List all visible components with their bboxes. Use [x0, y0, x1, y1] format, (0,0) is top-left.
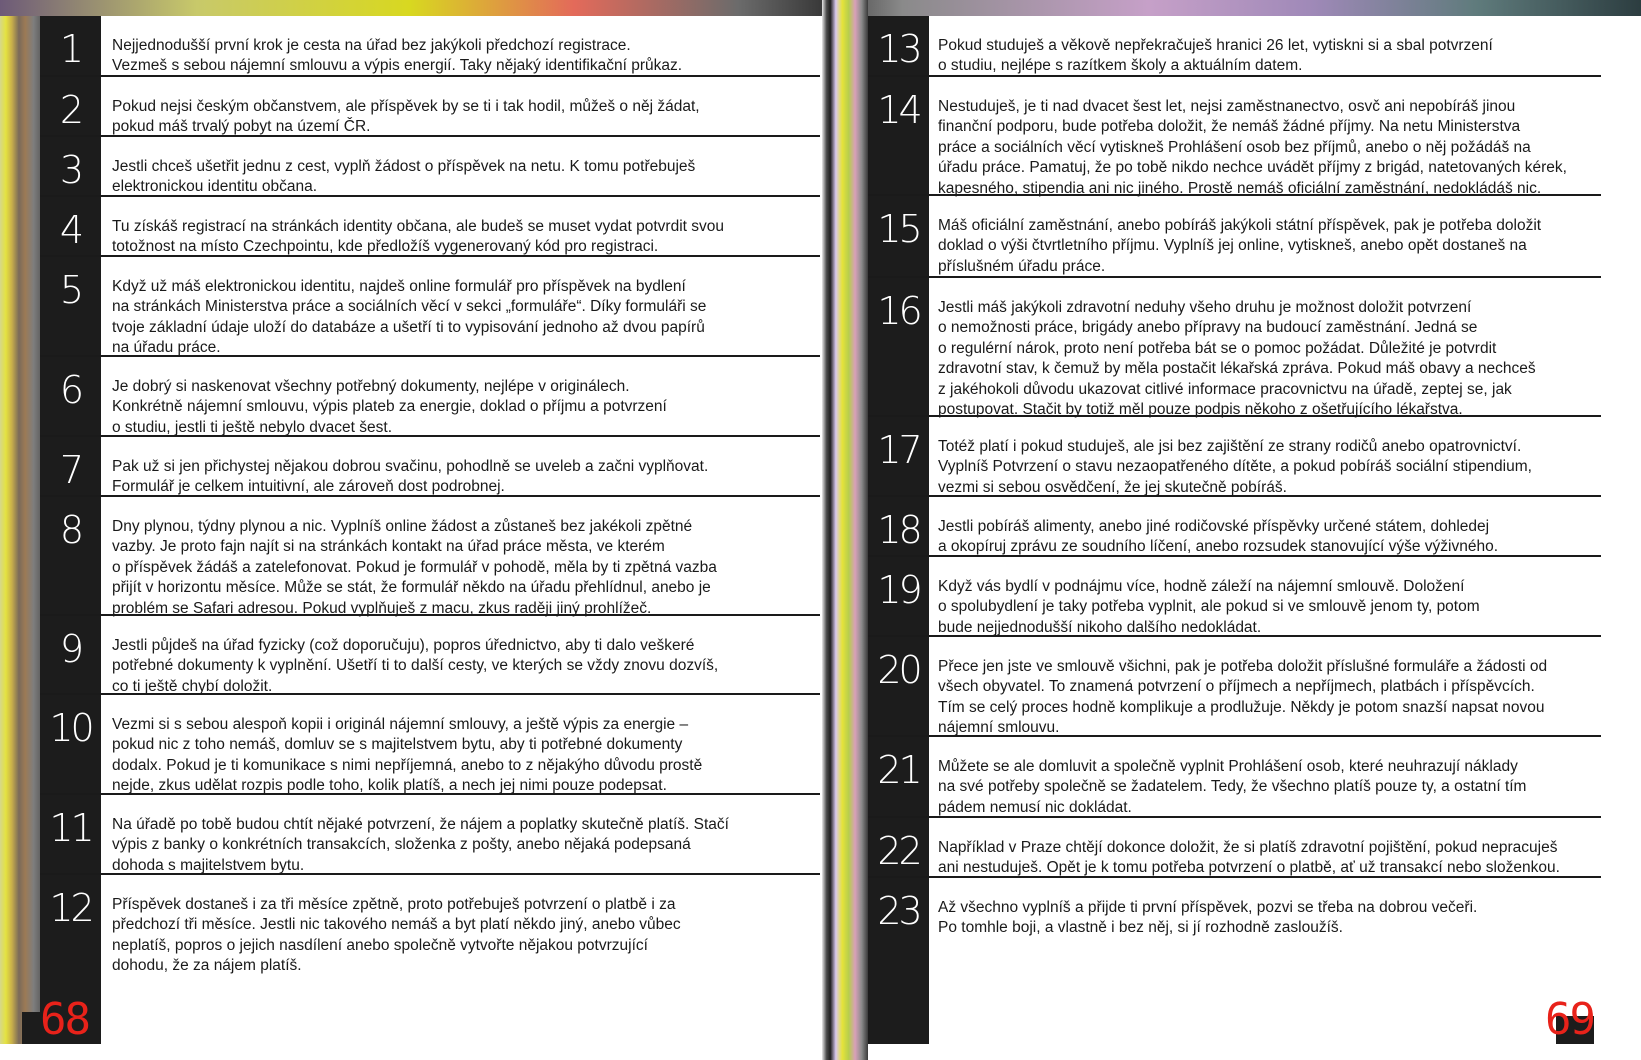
list-item — [40, 695, 820, 795]
list-item — [868, 77, 1601, 196]
item-number: 12 — [40, 875, 101, 1044]
item-text: Je dobrý si naskenovat všechny potřebný dokumenty, nejlépe v originálech. Konkrétně nájemní smlouvu, výpis plateb za energie, doklad o příjmu a potvrzení o studiu, jestli ti ještě nebylo dvacet šest. — [112, 378, 667, 436]
item-number: 21 — [868, 737, 929, 816]
list-item — [868, 637, 1601, 737]
item-number: 14 — [868, 77, 929, 194]
left-page — [40, 16, 820, 1044]
item-number: 19 — [868, 557, 929, 635]
list-item — [40, 357, 820, 437]
list-item — [40, 795, 820, 875]
item-number: 3 — [40, 137, 101, 195]
item-number: 8 — [40, 497, 101, 614]
list-item — [40, 616, 820, 695]
item-text: Na úřadě po tobě budou chtít nějaké potvrzení, že nájem a poplatky skutečně platíš. Stačí výpis z banky o konkrétních transakcích, složenka z pošty, anebo nějaká podepsaná dohoda s majitelstvem bytu. — [112, 816, 729, 874]
item-number: 11 — [40, 795, 101, 873]
list-item — [40, 437, 820, 497]
item-number: 1 — [40, 16, 101, 75]
list-item — [868, 16, 1601, 77]
item-text: Tu získáš registrací na stránkách identity občana, ale budeš se muset vydat potvrdit svou totožnost na místo Czechpointu, kde předložíš vygenerovaný kód pro registraci. — [112, 218, 724, 256]
item-text: Jestli chceš ušetřit jednu z cest, vyplň žádost o příspěvek na netu. K tomu potřebuješ elektronickou identitu občana. — [112, 158, 696, 196]
list-item — [868, 737, 1601, 818]
item-text: Jestli máš jakýkoli zdravotní neduhy všeho druhu je možnost doložit potvrzení o nemožnosti práce, brigády anebo přípravy na budoucí zaměstnání. Jedná se o regulérní nárok, proto není potřeba bát se o pomoc požádat. Důležité je potvrdit zdravotní stav, k čemuž by měla postačit lékařská zpráva. Pokud máš obavy a nechceš z jakéhokoli důvodu ukazovat citlivé informace pracovnictvu na úřadě, zeptej se, jak postupovat. Stačit by totiž měl pouze podpis někoho z ošetřujícího lékařstva. — [938, 299, 1536, 419]
item-text: Můžete se ale domluvit a společně vyplnit Prohlášení osob, které neuhrazují náklady na své potřeby společně se žadatelem. Tedy, že všechno platíš pouze ty, a ostatní tím pádem nemusí nic dokládat. — [938, 758, 1527, 816]
right-edge — [1633, 16, 1641, 1044]
list-item — [40, 497, 820, 616]
list-item — [40, 257, 820, 357]
item-number: 10 — [40, 695, 101, 793]
item-number: 23 — [868, 878, 929, 1044]
item-number: 22 — [868, 818, 929, 876]
list-item — [868, 196, 1601, 278]
item-text: Jestli pobíráš alimenty, anebo jiné rodičovské příspěvky určené státem, dohledej a okopíruj zprávu ze soudního líčení, anebo rozsudek stanovující výše výživného. — [938, 518, 1499, 556]
top-color-bar — [0, 0, 1641, 16]
item-number: 4 — [40, 197, 101, 255]
item-text: Vezmi si s sebou alespoň kopii i originál nájemní smlouvy, a ještě výpis za energie – pokud nic z toho nemáš, domluv se s majitelstvem bytu, aby ti potřebné dokumenty dodalx. Pokud je ti komunikace s nimi nepříjemná, anebo to z nějakýho důvodu prostě nejde, zkus udělat rozpis podle toho, kolik platíš, a nech jej nimi pouze podepsat. — [112, 716, 703, 795]
list-item — [40, 197, 820, 257]
item-text: Pokud studuješ a věkově nepřekračuješ hranici 26 let, vytiskni si a sbal potvrzení o studiu, nejlépe s razítkem školy a aktuálním datem. — [938, 37, 1493, 75]
left-color-strip — [0, 16, 42, 1044]
item-text: Jestli půjdeš na úřad fyzicky (což doporučuju), popros úřednictvo, aby ti dalo veškeré potřebné dokumenty k vyplnění. Ušetří ti to další cesty, ve kterých se vždy znovu dozvíš, co ti ještě chybí doložit. — [112, 637, 719, 695]
item-text: Když vás bydlí v podnájmu více, hodně záleží na nájemní smlouvě. Doložení o spolubydlení je taky potřeba vyplnit, ale pokud si ve smlouvě jenom ty, potom bude nejjednodušší nikoho dalšího nedokládat. — [938, 578, 1480, 636]
item-number: 13 — [868, 16, 929, 75]
list-item — [868, 497, 1601, 557]
item-text: Pak už si jen přichystej nějakou dobrou svačinu, pohodlně se uveleb a začni vyplňovat. Formulář je celkem intuitivní, ale zároveň dost podrobnej. — [112, 458, 709, 496]
left-page-number-box — [22, 1012, 42, 1044]
item-number: 9 — [40, 616, 101, 693]
right-page — [868, 16, 1601, 1044]
item-number: 20 — [868, 637, 929, 735]
list-item — [868, 278, 1601, 417]
item-number: 2 — [40, 77, 101, 135]
item-text: Pokud nejsi českým občanstvem, ale příspěvek by se ti i tak hodil, můžeš o něj žádat, pokud máš trvalý pobyt na území ČR. — [112, 98, 700, 136]
item-text: Nejjednodušší první krok je cesta na úřad bez jakýkoli předchozí registrace. Vezmeš s sebou nájemní smlouvu a výpis energií. Taky nějaký identifikační průkaz. — [112, 37, 683, 75]
item-text: Máš oficiální zaměstnání, anebo pobíráš jakýkoli státní příspěvek, pak je potřeba doložit doklad o výši čtvrtletního příjmu. Vyplníš jej online, vytiskneš, anebo opět dostaneš na příslušném úřadu práce. — [938, 217, 1542, 275]
item-text: Přece jen jste ve smlouvě všichni, pak je potřeba doložit příslušné formuláře a žádosti od všech obyvatel. To znamená potvrzení o příjmech a nepříjmech, platbách i příspěvcích. Tím se celý proces hodně komplikuje a prodlužuje. Někdy je potom snazší napsat novou nájemní smlouvu. — [938, 658, 1548, 737]
item-number: 18 — [868, 497, 929, 555]
list-item — [868, 417, 1601, 497]
left-page-number: 68 — [40, 994, 89, 1045]
item-text: Když už máš elektronickou identitu, najdeš online formulář pro příspěvek na bydlení na stránkách Ministerstva práce a sociálních věcí v sekci „formuláře“. Díky formuláři se tvoje základní údaje uloží do databáze a ušetří ti to vypisování jednoho až dvou papírů na úřadu práce. — [112, 278, 707, 357]
item-number: 17 — [868, 417, 929, 495]
item-number: 16 — [868, 278, 929, 415]
item-text: Například v Praze chtějí dokonce doložit, že si platíš zdravotní pojištění, pokud nepracuješ ani nestuduješ. Opět je k tomu potřeba potvrzení o platbě, ať už transakcí nebo složenkou. — [938, 839, 1560, 877]
list-item — [40, 875, 820, 1044]
item-number: 7 — [40, 437, 101, 495]
right-page-number: 69 — [1545, 994, 1594, 1045]
item-number: 5 — [40, 257, 101, 355]
item-text: Dny plynou, týdny plynou a nic. Vyplníš online žádost a zůstaneš bez jakékoli zpětné vazby. Je proto fajn najít si na stránkách kontakt na úřad práce města, ve kterém o příspěvek žádáš a zatelefonovat. Pokud je formulář v pohodě, měla by ti zpětná vazba přijít v horizontu měsíce. Může se stát, že formulář někdo na úřadu přehlídnul, anebo je problém se Safari adresou. Pokud vyplňuješ z macu, zkus raději jiný prohlížeč. — [112, 518, 717, 617]
list-item — [868, 557, 1601, 637]
list-item — [868, 818, 1601, 878]
item-number: 6 — [40, 357, 101, 435]
item-text: Totéž platí i pokud studuješ, ale jsi bez zajištění ze strany rodičů anebo opatrovnictví. Vyplníš Potvrzení o stavu nezaopatřeného dítěte, a pokud pobíráš sociální stipendium, vezmi si sebou osvědčení, že jej skutečně pobíráš. — [938, 438, 1532, 496]
list-item — [868, 878, 1601, 1044]
item-number: 15 — [868, 196, 929, 276]
page-gutter — [822, 0, 868, 1060]
item-text: Nestuduješ, je ti nad dvacet šest let, nejsi zaměstnanectvo, osvč ani nepobíráš jinou finanční podporu, bude potřeba doložit, že nemáš žádné příjmy. Na netu Ministerstva práce a sociálních věcí vytiskneš Prohlášení osob bez příjmů, anebo o něj požádáš na úřadu práce. Pamatuj, že po tobě nikdo nechce uvádět příjmy z brigád, natetovaných kérek, kapesného, stipendia ani nic jiného. Prostě nemáš oficiální zaměstnání, nedokládáš nic. — [938, 98, 1567, 197]
list-item — [40, 137, 820, 197]
item-text: Až všechno vyplníš a přijde ti první příspěvek, pozvi se třeba na dobrou večeři. Po tomhle boji, a vlastně i bez něj, si jí rozhodně zasloužíš. — [938, 899, 1478, 937]
item-text: Příspěvek dostaneš i za tři měsíce zpětně, proto potřebuješ potvrzení o platbě i za předchozí tři měsíce. Jestli nic takového nemáš a byt platí někdo jiný, anebo vůbec neplatíš, popros o jejich nasdílení anebo společně vytvořte nějakou potvrzující dohodu, že za nájem platíš. — [112, 896, 681, 975]
list-item — [40, 77, 820, 137]
list-item — [40, 16, 820, 77]
